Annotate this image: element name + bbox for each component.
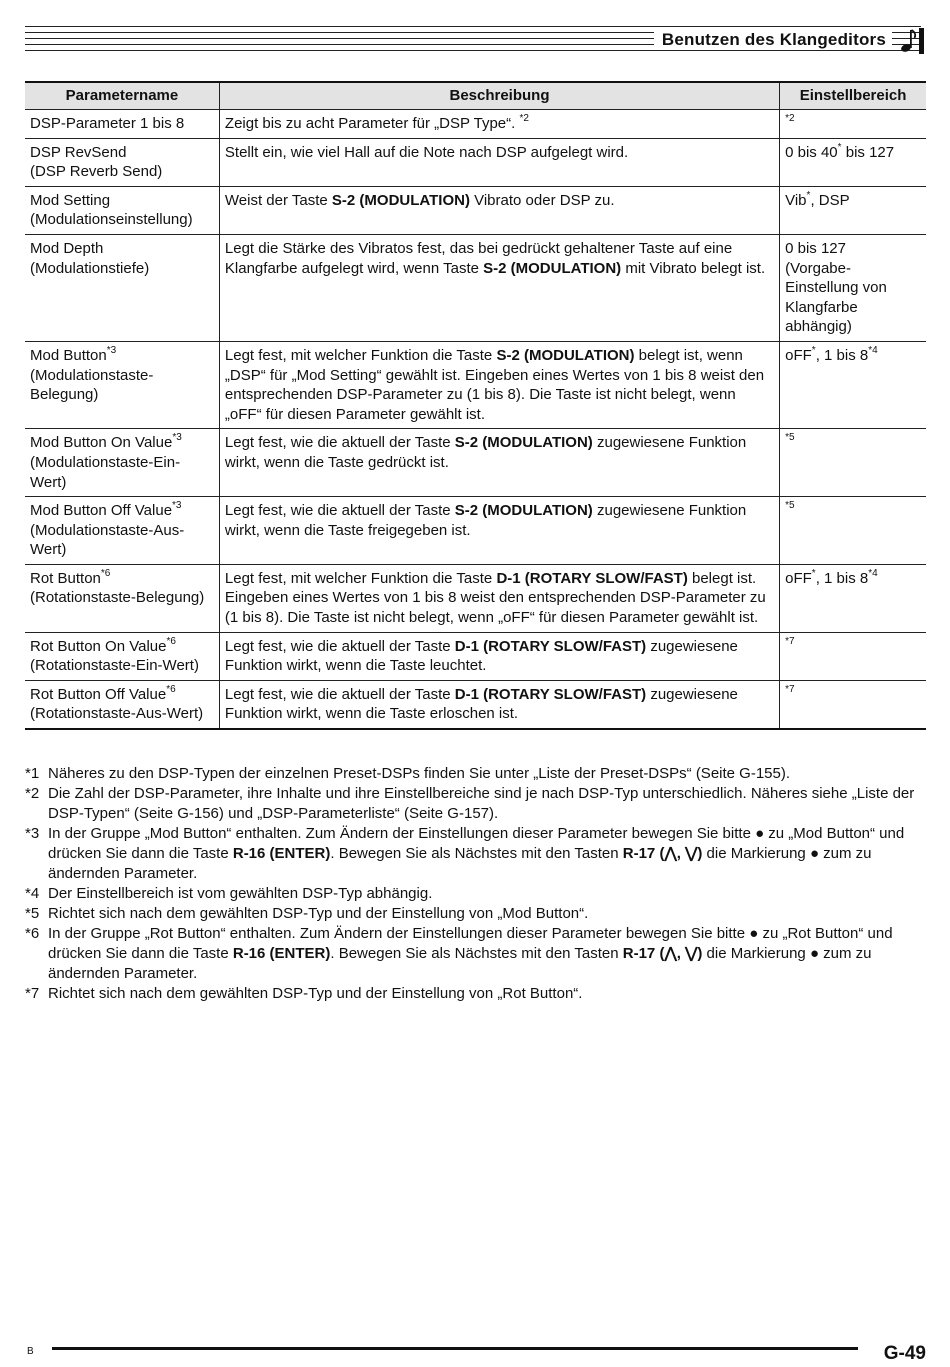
parameter-name-cell: [25, 632, 219, 680]
parameter-name-line: Rot Button On Value: [30, 637, 167, 655]
text: Stellt ein, wie viel Hall auf die Note nach DSP aufgelegt wird.: [224, 143, 629, 161]
text: Legt fest, wie die aktuell der Taste: [224, 502, 455, 520]
footnote-text: [48, 785, 914, 822]
range-cell: [780, 186, 926, 234]
footnote-ref: *3: [106, 344, 117, 356]
description-cell: [219, 234, 779, 341]
description-cell: [219, 564, 779, 632]
table-row: [25, 564, 926, 632]
column-header: Beschreibung: [219, 82, 779, 110]
footnote-number: *3: [25, 825, 40, 842]
bold-text: D-1 (ROTARY SLOW/FAST): [454, 637, 647, 655]
description-cell: [219, 110, 779, 139]
parameter-name-cell: [25, 680, 219, 729]
footnote-item: [25, 764, 925, 784]
text: Der Einstellbereich ist vom gewählten DSP-Typ abhängig.: [48, 885, 433, 902]
text: Zeigt bis zu acht Parameter für „DSP Type“.: [224, 115, 520, 132]
footnote-item: [25, 984, 925, 1004]
parameter-name-line: Mod Setting: [30, 191, 111, 209]
footnote-text: [48, 985, 582, 1002]
footnote-ref: *: [837, 141, 842, 153]
footnote-item: [25, 784, 925, 824]
text: zugewiesene Funktion wirkt, wenn die Taste erloschen ist.: [224, 685, 738, 723]
footnote-ref: *2: [519, 113, 529, 124]
footer-code: B: [27, 1346, 34, 1357]
text: zugewiesene Funktion wirkt, wenn die Taste freigegeben ist.: [224, 502, 747, 539]
text: bis 127: [841, 143, 895, 161]
footnote-ref: *7: [785, 683, 795, 695]
parameter-name-line: Mod Depth: [30, 239, 104, 257]
bold-text: S-2 (MODULATION): [454, 502, 593, 520]
description-cell: [219, 341, 779, 428]
table-row: [25, 186, 926, 234]
text: oFF: [785, 569, 812, 587]
text: Legt die Stärke des Vibratos fest, das bei gedrückt gehaltener Taste auf eine Klangfarbe aufgelegt wird, wenn Taste: [224, 239, 733, 277]
parameter-name-line: DSP RevSend: [30, 143, 127, 161]
description-cell: [219, 497, 779, 565]
parameter-name-line: (Rotationstaste-Aus-Wert): [30, 705, 204, 723]
range-cell: [780, 234, 926, 341]
footnote-ref: *6: [166, 683, 176, 695]
range-cell: [780, 680, 926, 729]
parameter-name-line: (Rotationstaste-Belegung): [30, 589, 205, 607]
table-row: [25, 632, 926, 680]
bold-text: S-2 (MODULATION): [483, 259, 622, 277]
footnote-item: [25, 824, 925, 884]
description-cell: [219, 429, 779, 497]
page-header-title: Benutzen des Klangeditors: [654, 30, 892, 50]
footnote-number: *5: [25, 905, 40, 922]
description-cell: [219, 680, 779, 729]
footnote-ref: *5: [785, 500, 795, 512]
text: Legt fest, mit welcher Funktion die Taste: [224, 346, 497, 364]
footnote-ref: *7: [785, 635, 795, 647]
footnote-text: [48, 905, 588, 922]
footnote-item: [25, 904, 925, 924]
text: Richtet sich nach dem gewählten DSP-Typ und der Einstellung von „Mod Button“.: [48, 905, 589, 922]
text: Einstellung von: [785, 279, 887, 297]
bold-text: R-16 (ENTER): [232, 945, 331, 962]
text: In der Gruppe „Mod Button“ enthalten. Zum Ändern der Einstellungen dieser Parameter bewegen Sie bitte ● zu „Mod Button“ und drücken Sie dann die Taste: [48, 825, 905, 862]
text: zugewiesene Funktion wirkt, wenn die Taste leuchtet.: [224, 637, 738, 675]
parameter-name-line: (DSP Reverb Send): [30, 163, 163, 181]
text: belegt ist, wenn „DSP“ für „Mod Setting“ gewählt ist. Eingeben eines Wertes von 1 bis 8 weist den entsprechenden DSP-Parameter zu (1 bis 8). Die Taste ist nicht belegt, wenn „oFF“ für diesen Parameter gewählt ist.: [224, 346, 765, 423]
table-row: [25, 110, 926, 139]
footnote-ref: *6: [166, 635, 176, 647]
parameter-name-line: (Modulationstaste-: [30, 366, 154, 384]
footnote-number: *1: [25, 765, 40, 782]
footnote-text: [48, 765, 790, 782]
range-cell: [780, 138, 926, 186]
text: die Markierung ● zum zu ändernden Parameter.: [48, 945, 872, 982]
parameter-name-line: Belegung): [30, 386, 99, 404]
text: , DSP: [810, 191, 850, 209]
text: Klangfarbe: [785, 298, 858, 316]
text: mit Vibrato belegt ist.: [621, 259, 766, 277]
text: Richtet sich nach dem gewählten DSP-Typ und der Einstellung von „Rot Button“.: [48, 985, 583, 1002]
page-number: G-49: [883, 1343, 926, 1364]
parameter-name-line: DSP-Parameter 1 bis 8: [30, 115, 185, 132]
text: Legt fest, wie die aktuell der Taste: [224, 637, 455, 655]
parameter-table: [25, 81, 926, 730]
table-row: [25, 429, 926, 497]
parameter-name-line: Mod Button Off Value: [30, 502, 173, 520]
footnote-ref: *: [811, 567, 816, 579]
text: In der Gruppe „Rot Button“ enthalten. Zum Ändern der Einstellungen dieser Parameter bewegen Sie bitte ● zu „Rot Button“ und drücken Sie dann die Taste: [48, 925, 893, 962]
text: 0 bis 127: [785, 239, 846, 257]
table-header-row: [25, 82, 926, 110]
footnotes: [25, 764, 925, 1004]
text: belegt ist.: [687, 569, 757, 587]
text: Legt fest, wie die aktuell der Taste: [224, 434, 455, 452]
text: . Bewegen Sie als Nächstes mit den Tasten: [330, 945, 623, 962]
footnote-ref: *6: [100, 567, 111, 579]
footnote-ref: *5: [785, 432, 795, 444]
text: zugewiesene Funktion wirkt, wenn die Taste gedrückt ist.: [224, 434, 747, 471]
footer-rule: [52, 1347, 858, 1350]
footnote-number: *6: [25, 925, 40, 942]
description-cell: [219, 186, 779, 234]
footnote-text: [48, 925, 893, 982]
bold-text: D-1 (ROTARY SLOW/FAST): [496, 569, 688, 587]
parameter-name-line: (Modulationstaste-Ein-: [30, 453, 181, 471]
bold-text: R-16 (ENTER): [232, 845, 331, 862]
footnote-ref: *3: [172, 432, 182, 444]
text: oFF: [785, 346, 812, 364]
footnote-ref: *2: [785, 113, 795, 124]
table-row: [25, 680, 926, 729]
footnote-ref: *4: [868, 344, 878, 356]
text: , 1 bis 8: [815, 569, 869, 587]
range-cell: [780, 632, 926, 680]
text: Weist der Taste: [224, 191, 332, 209]
parameter-name-line: Wert): [30, 541, 67, 559]
bold-text: D-1 (ROTARY SLOW/FAST): [454, 685, 647, 703]
footnote-ref: *: [811, 344, 816, 356]
parameter-name-cell: [25, 234, 219, 341]
parameter-name-line: (Rotationstaste-Ein-Wert): [30, 657, 199, 675]
bold-text: S-2 (MODULATION): [496, 346, 635, 364]
table-row: [25, 497, 926, 565]
text: 0 bis 40: [785, 143, 838, 161]
footnote-number: *2: [25, 785, 40, 802]
bold-text: S-2 (MODULATION): [331, 191, 470, 209]
text: Die Zahl der DSP-Parameter, ihre Inhalte und ihre Einstellbereiche sind je nach DSP-Typ unterschiedlich. Näheres siehe „Liste der DSP-Typen“ (Seite G-156) und „DSP-Parameterliste“ (Seite G-157).: [48, 785, 915, 822]
text: die Markierung ● zum zu ändernden Parameter.: [48, 845, 872, 882]
text: Legt fest, wie die aktuell der Taste: [224, 685, 455, 703]
footnote-ref: *3: [172, 500, 182, 512]
parameter-name-line: Rot Button: [30, 569, 101, 587]
footnote-ref: *: [806, 189, 811, 201]
parameter-name-line: (Modulationstaste-Aus-: [30, 521, 185, 539]
text: Eingeben eines Wertes von 1 bis 8 weist den entsprechenden DSP-Parameter zu (1 bis 8). Die Taste ist nicht belegt, wenn „oFF“ für diesen Parameter gewählt ist.: [224, 589, 766, 627]
bold-text: R-17 (⋀, ⋁): [622, 945, 703, 962]
parameter-name-line: (Modulationstiefe): [30, 259, 150, 277]
footnote-number: *4: [25, 885, 40, 902]
text: Legt fest, mit welcher Funktion die Taste: [224, 569, 497, 587]
footnote-item: [25, 884, 925, 904]
parameter-name-cell: [25, 110, 219, 139]
description-cell: [219, 138, 779, 186]
table-row: [25, 138, 926, 186]
column-header: Parametername: [25, 82, 219, 110]
parameter-name-cell: [25, 497, 219, 565]
parameter-name-line: Mod Button On Value: [30, 434, 173, 452]
range-cell: [780, 497, 926, 565]
text: abhängig): [785, 318, 852, 336]
parameter-name-cell: [25, 341, 219, 428]
text: . Bewegen Sie als Nächstes mit den Tasten: [330, 845, 623, 862]
footnote-number: *7: [25, 985, 40, 1002]
column-header: Einstellbereich: [780, 82, 926, 110]
footnote-ref: *4: [868, 567, 878, 579]
range-cell: [780, 110, 926, 139]
text: Vibrato oder DSP zu.: [469, 191, 615, 209]
footnote-text: [48, 825, 904, 882]
parameter-name-line: Mod Button: [30, 346, 107, 364]
music-note-icon: [897, 27, 925, 55]
parameter-name-cell: [25, 186, 219, 234]
range-cell: [780, 429, 926, 497]
parameter-name-line: Rot Button Off Value: [30, 685, 167, 703]
range-cell: [780, 564, 926, 632]
footnote-text: [48, 885, 432, 902]
table-row: [25, 341, 926, 428]
text: Vib: [785, 191, 807, 209]
range-cell: [780, 341, 926, 428]
parameter-name-line: (Modulationseinstellung): [30, 211, 193, 229]
parameter-name-cell: [25, 564, 219, 632]
parameter-name-line: Wert): [30, 473, 67, 491]
text: , 1 bis 8: [815, 346, 869, 364]
bold-text: R-17 (⋀, ⋁): [622, 845, 703, 862]
text: (Vorgabe-: [785, 259, 851, 277]
bold-text: S-2 (MODULATION): [454, 434, 593, 452]
table-row: [25, 234, 926, 341]
parameter-name-cell: [25, 138, 219, 186]
text: Näheres zu den DSP-Typen der einzelnen Preset-DSPs finden Sie unter „Liste der Preset-DSPs“ (Seite G-155).: [48, 765, 791, 782]
footnote-item: [25, 924, 925, 984]
parameter-name-cell: [25, 429, 219, 497]
description-cell: [219, 632, 779, 680]
